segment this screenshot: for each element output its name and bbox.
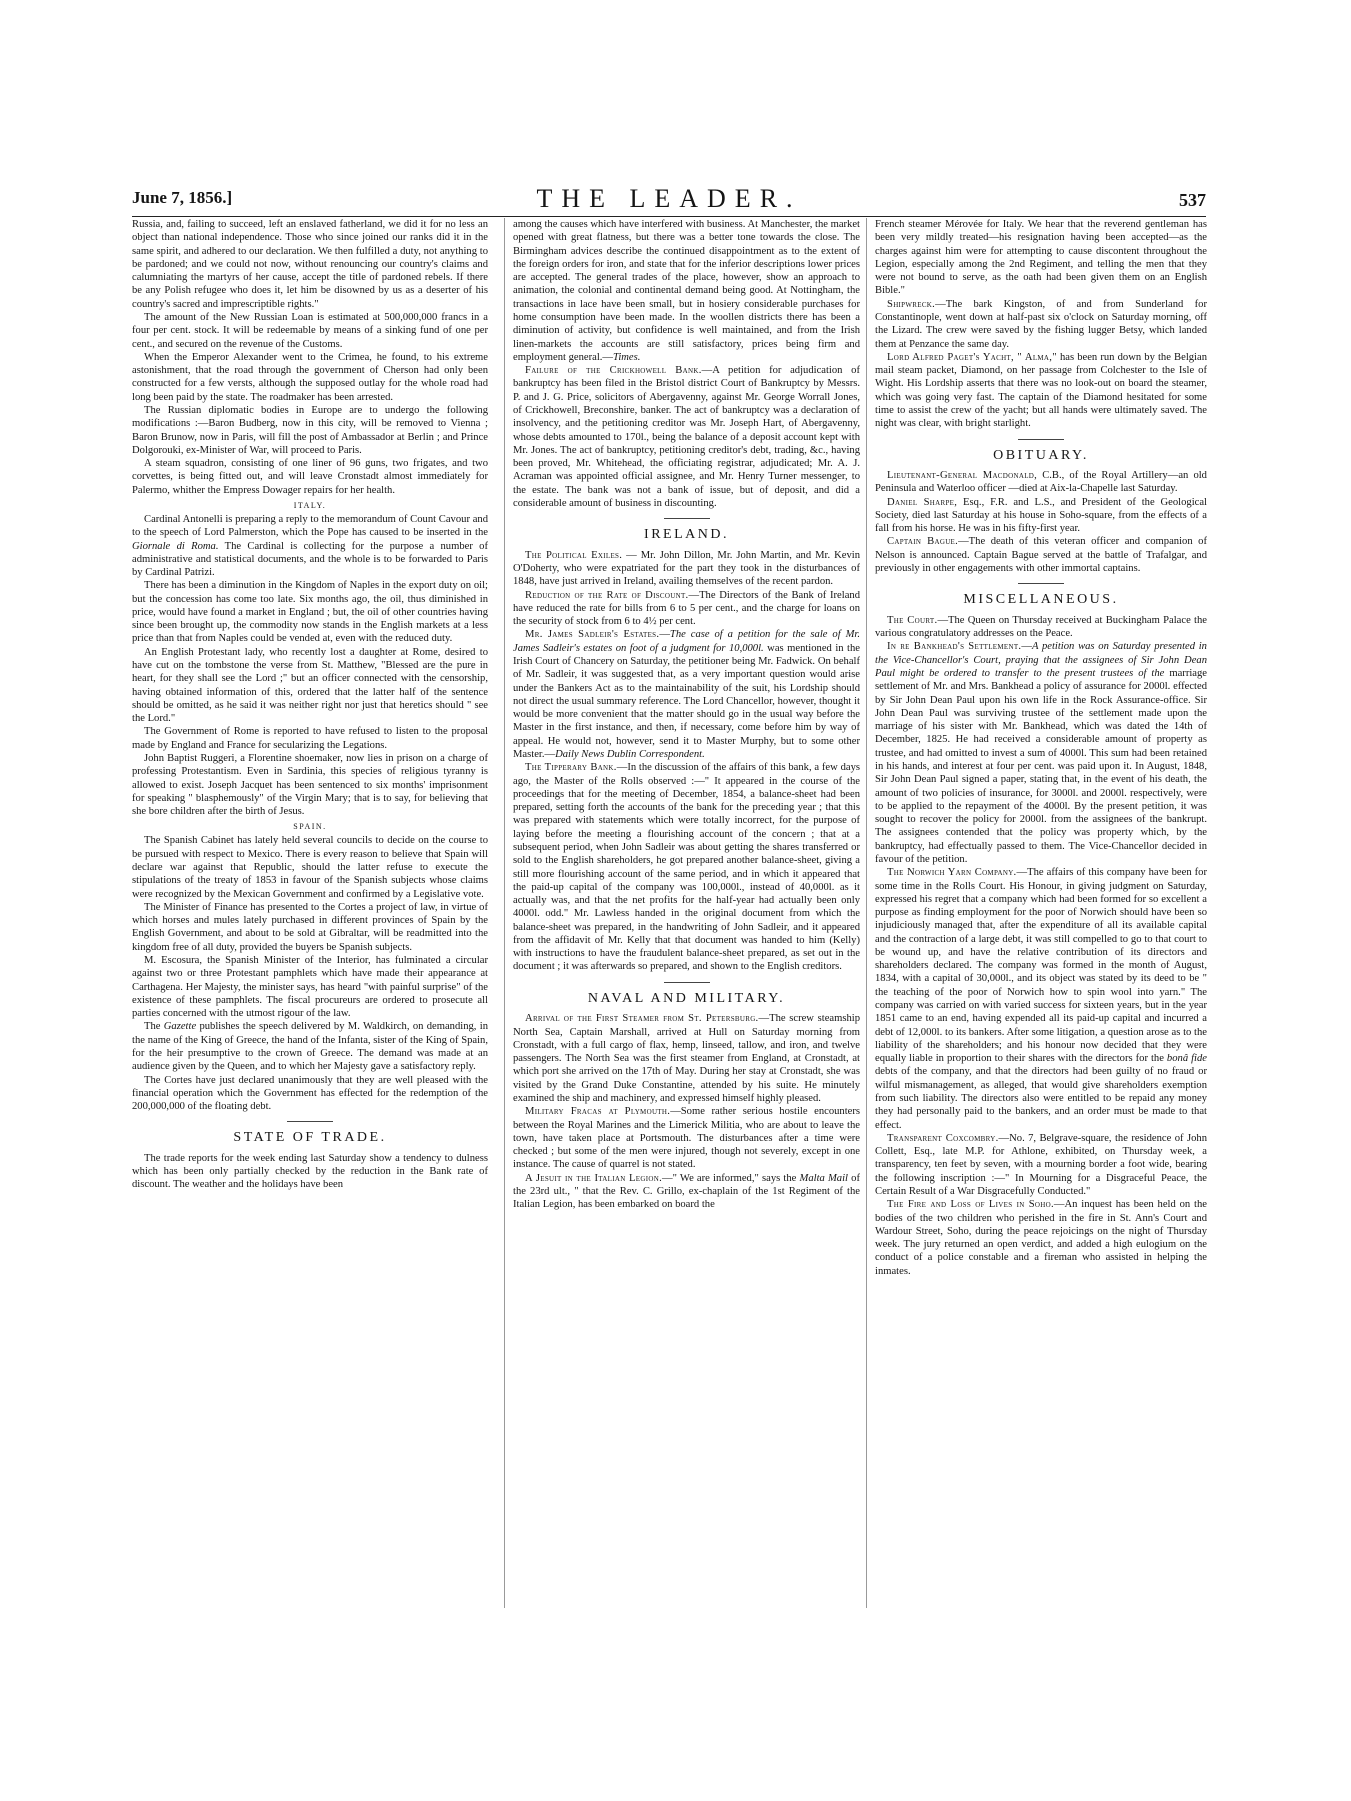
paragraph xyxy=(513,364,860,510)
item-title: Lieutenant-General Macdonald, xyxy=(887,470,1038,482)
italic-run: Malta Mail xyxy=(799,1172,848,1184)
paragraph xyxy=(513,1105,860,1171)
text-run: —The death of this veteran officer and companion of Nelson is announced. Captain Bague served at the battle of Trafalgar, and previously in other engagements with other immortal captains. xyxy=(875,536,1207,575)
text-run: —The affairs of this company have been for some time in the Rolls Court. His Honour, in giving judgment on Saturday, expressed his regret that a company which had been formed for so excellent a purpose as finding employment for the poor of Norwich should have been so injudiciously managed that, after the expenditure of all its available capital and the contraction of a large debt, it was still compelled to go to that court to be wound up, and have the relative contribution of its directors and shareholders declared. The company was formed in the month of August, 1834, with a capital of 30,000l., and its object was stated by its deed to be " the teaching of the poor of Norwich how to spin wool into yarn." The company was carried on with varied success for sixteen years, but in the year 1851 came to an end, having expended all its paid-up capital and incurred a debt of 12,000l. to its bankers. After some litigation, a question arose as to the liability of the shareholders; and his honour now decided that they were equally liable in proportion to their shares with the directors for the xyxy=(875,867,1207,1065)
item-title: Military Fracas at Plymouth. xyxy=(525,1106,671,1118)
paragraph xyxy=(875,469,1207,496)
text-run: —The Directors of the Bank of Ireland have reduced the rate for bills from 6 to 5 per cent., and the charge for loans on the security of stock from 6 to 4½ per cent. xyxy=(513,589,860,628)
paragraph: The trade reports for the week ending last Saturday show a tendency to dulness which has been only partially checked by the reduction in the Bank rate of discount. The weather and the holidays have been xyxy=(132,1152,488,1191)
paragraph xyxy=(875,614,1207,641)
paragraph: There has been a diminution in the Kingdom of Naples in the export duty on oil; but the concession has come too late. Six months ago, the oil, thus diminished in price, would have found a market in England ; but, the oil of other countries having since been brought up, the commodity now stands in the English markets at a less price than that from Naples could be vended at, even with the reduced duty. xyxy=(132,580,488,645)
subheading-spain: SPAIN. xyxy=(293,822,327,832)
section-divider xyxy=(1018,439,1064,440)
paragraph: When the Emperor Alexander went to the Crimea, he found, to his extreme astonishment, that the road through the government of Cherson had only been constructed for a few versts, although the supposed outlay for the whole road had long been paid by the state. The roadmaker has been arrested. xyxy=(132,351,488,403)
item-title: Transparent Coxcombry. xyxy=(887,1132,999,1144)
newspaper-title: THE LEADER. xyxy=(536,184,802,213)
paragraph xyxy=(513,589,860,629)
paragraph xyxy=(513,1012,860,1105)
paragraph xyxy=(513,218,860,364)
item-title: The Fire and Loss of Lives in Soho. xyxy=(887,1199,1054,1211)
paragraph xyxy=(875,1132,1207,1198)
text-run: —An inquest has been held on the bodies of the two children who perished in the fire in St. Ann's Court and Wardour Street, Soho, during the peace rejoicings on the night of Thursday week. The jury returned an open verdict, and added a high eulogium on the conduct of a police constable and a fireman who assisted in helping the inmates. xyxy=(875,1199,1207,1277)
paragraph: The Government of Rome is reported to have refused to listen to the proposal made by England and France for secularizing the Legations. xyxy=(132,726,488,751)
text-run: —The screw steamship North Sea, Captain Marshall, arrived at Hull on Saturday morning from Cronstadt, with a full cargo of flax, hemp, linseed, tallow, and iron, and twelve passengers. The North Sea was the first steamer from England, at Cronstadt, at which port she arrived on the 17th of May. During her stay at Cronstadt, she was visited by the Grand Duke Constantine, attended by his suite. He minutely examined the ship and machinery, and expressed himself highly pleased. xyxy=(513,1013,860,1104)
item-title: The Norwich Yarn Company. xyxy=(887,867,1017,879)
item-title: Failure of the Crickhowell Bank. xyxy=(525,365,702,377)
italic-run: A petition was on Saturday presented in the Vice-Chancellor's Court, praying that the assignees of Sir John Dean Paul might be ordered to transfer to the present trustees of the xyxy=(875,641,1207,679)
italic-run: Daily News Dublin Correspondent. xyxy=(555,748,705,760)
text-run: marriage settlement of Mr. and Mrs. Bankhead a policy of assurance for 2000l. effected by Sir John Dean Paul upon his own life in the Rock Assurance-office. Sir John Dean Paul was surviving trustee of the settlement made upon the marriage of his sister with Mr. Bankhead, which was dated the 14th of December, 1825. He had received a considerable amount of property as trustee, and had omitted to invest a sum of 4000l. This sum had been retained in his hands, and interest at four per cent. was paid upon it. In August, 1848, Sir John Dean Paul signed a paper, stating that, in the event of his death, the amount of two policies of insurance, for 3000l. and 2000l. respectively, were to be applied to the repayment of the 4000l. By the present petition, it was sought to recover the policy for 2000l. from the assignees of the bankrupt. The assignees contended that the policy was property which, by the bankruptcy, had effectually passed to them. The Vice-Chancellor decided in favour of the petition. xyxy=(875,668,1207,865)
text-run: Cardinal Antonelli is preparing a reply to the memorandum of Count Cavour and to the speech of Lord Palmerston, which the Pope has caused to be inserted in the xyxy=(132,513,488,539)
column-2 xyxy=(504,218,860,1608)
text-run: among the causes which have interfered with business. At Manchester, the market opened with great flatness, but there was a better tone towards the close. The Birmingham advices describe the continued disappointment as to the extent of the foreign orders for iron, and state that for the inferior descriptions lower prices are accepted. The general trades of the place, however, show an approach to animation, the colonial and continental demand being good. At Nottingham, the transactions in lace have been small, but in hosiery considerable purchases for home consumption have been made. In the woollen districts there has been a diminution of activity, but confidence is well maintained, and from the Irish linen-markets the accounts are still satisfactory, prices being firm and employment general.— xyxy=(513,219,860,363)
page-number: 537 xyxy=(1179,190,1206,210)
item-title: Mr. James Sadleir's Estates. xyxy=(525,629,660,641)
text-run: debts of the company, and that the directors had been guilty of no fraud or wilful mismanagement, as alleged, that would give shareholders exemption from such liability. The directors also were entitled to be repaid any money they had personally paid to the bankers, and an order must be made to that effect. xyxy=(875,1066,1207,1131)
text-run: The Cardinal is collecting for the purpose a number of administrative and statistical documents, and the whole is to be forwarded to Paris by Cardinal Patrizi. xyxy=(132,540,488,579)
item-title: In re Bankhead's Settlement. xyxy=(887,641,1022,653)
italic-run: The case of a petition for the sale of Mr. James Sadleir's estates on foot of a judgment for 10,000l. xyxy=(513,629,860,654)
text-run: — xyxy=(1021,641,1032,653)
text-run: C.B., of the Royal Artillery—an old Peninsula and Waterloo officer —died at Aix-la-Chapelle last Saturday. xyxy=(875,470,1207,495)
paragraph: M. Escosura, the Spanish Minister of the Interior, has fulminated a circular against two or three Protestant pamphlets which have made their appearance at Carthagena. Her Majesty, the minister says, has heard "with painful surprise" of the existence of these pamphlets. The fiscal procureurs are ordered to prosecute all parties concerned with the utmost rigour of the law. xyxy=(132,954,488,1020)
paragraph xyxy=(875,535,1207,575)
section-divider xyxy=(664,518,710,519)
text-run: The xyxy=(144,1021,164,1033)
text-run: —No. 7, Belgrave-square, the residence of John Collett, Esq., late M.P. for Athlone, exhibited, on Thursday week, a transparency, ten feet by seven, with a mourning border a foot wide, bearing the following inscription :—" In Mourning for a Disgraceful Peace, the Certain Result of a War Disgracefully Conducted." xyxy=(875,1132,1207,1197)
paragraph xyxy=(513,1172,860,1212)
paragraph: The Spanish Cabinet has lately held several councils to decide on the course to be pursued with respect to Mexico. There is every reason to believe that Spain will declare war against that Republic, should the latter refuse to execute the stipulations of the treaty of 1853 in favour of the Spanish subjects whose claims were recognized by the Mexican Government and confirmed by a Legislative vote. xyxy=(132,835,488,900)
paragraph xyxy=(513,761,860,974)
paragraph xyxy=(132,513,488,579)
text-run: —Some rather serious hostile encounters between the Royal Marines and the Limerick Militia, who are about to leave the town, have taken place at Portsmouth. The disturbances after a time were checked ; but some of the men were injured, though not severely, except in one instance. The cause of quarrel is not stated. xyxy=(513,1106,860,1171)
column-1 xyxy=(132,218,488,1608)
item-title: A Jesuit in the Italian Legion. xyxy=(525,1172,663,1184)
italic-run: bonâ fide xyxy=(1166,1053,1207,1065)
text-run: —A petition for adjudication of bankruptcy has been filed in the Bristol district Court of Bankruptcy by Messrs. P. and J. G. Price, solicitors of Abergavenny, against Mr. George Worrall Jones, of Crickhowell, Breconshire, banker. The act of bankruptcy was a declaration of insolvency, and the petitioning creditor was Mr. Joseph Hart, of Abergavenny, whose debts amounted to 170l., being the balance of a deposit account kept with Mr. Jones. The act of bankruptcy, petitioning creditor's debt, trading, &c., having been proved, Mr. Whitehead, the officiating registrar, adjudicated; Mr. A. J. Acraman was appointed official assignee, and Mr. Henry Turner messenger, to the estate. The bank was not a bank of issue, but of deposit, and did a considerable amount of business in discounting. xyxy=(513,365,860,509)
paragraph: A steam squadron, consisting of one liner of 96 guns, two frigates, and two corvettes, is being fitted out, and will leave Cronstadt almost immediately for Palermo, whither the Empress Dowager repairs for her health. xyxy=(132,458,488,496)
italic-run: Gazette xyxy=(163,1021,197,1033)
text-run: —In the discussion of the affairs of this bank, a few days ago, the Master of the Rolls observed :—" It appeared in the course of the proceedings that for the meeting of December, 1854, a balance-sheet had been prepared, setting forth the accounts of the bank for the preceding year ; that this was prepared with statements which were totally incorrect, for the purpose of laying before the meeting a flourishing account of the concern ; that at a subsequent period, when John Sadleir was about getting the shares transferred or sold to the English shareholders, he got prepared another balance-sheet, giving a still more flourishing account of the same period, and in which it appeared that the paid-up capital of the company was 100,000l., instead of 40,000l. as it actually was, and that the net profits for the half-year had actually been only 4000l. odd." Mr. Lawless handed in the original document from which the balance-sheet was prepared, in the handwriting of John Sadleir, and it appeared from the affidavit of Mr. Kelly that that document was handed to him (Kelly) with instructions to have the fraudulent balance-sheet prepared, as set out in the document ; it was afterwards so prepared, and shown to the English creditors. xyxy=(513,762,860,973)
column-3 xyxy=(866,218,1207,1608)
text-run: publishes the speech delivered by M. Waldkirch, on demanding, in the name of the King of Greece, the hand of the Infanta, sister of the King of Spain, for the heir presumptive to the crown of Greece. The demand was made at an audience given by the Queen, and to which her Majesty gave a satisfactory reply. xyxy=(132,1021,488,1073)
text-run: has been run down by the Belgian mail steam packet, Diamond, on her passage from Colchester to the Isle of Wight. His Lordship asserts that there was no look-out on board the steamer, which was going very fast. The captain of the Diamond hesitated for some time to assist the crew of the yacht; but all hands were ultimately saved. The night was clear, with bright starlight. xyxy=(875,351,1207,430)
section-heading-miscellaneous: MISCELLANEOUS. xyxy=(963,592,1119,608)
item-title: Shipwreck. xyxy=(887,298,936,310)
text-run: —The bark Kingston, of and from Sunderland for Constantinople, went down at half-past six o'clock on Saturday morning, off the Lizard. The crew were saved by the fishing lugger Betsy, which landed them at Penzance the same day. xyxy=(875,298,1207,350)
paragraph xyxy=(875,1198,1207,1278)
section-divider xyxy=(287,1121,333,1122)
section-divider xyxy=(1018,583,1064,584)
paragraph xyxy=(875,866,1207,1132)
paragraph: Russia, and, failing to succeed, left an enslaved fatherland, we did it for no less an object than national independence. Those who since joined our ranks did it in the same spirit, and adhered to our declaration. We then fulfilled a duty, not anything to be pardoned; and we could not now, without renouncing our country's claims and calumniating the martyrs of her cause, accept the title of pardoned rebels. If there be any Polish refugee who does it, let him be disowned by us as a deserter of his country's sacred and imprescriptible rights." xyxy=(132,219,488,310)
item-title: The Tipperary Bank. xyxy=(525,762,617,774)
item-title: Captain Bague. xyxy=(887,536,959,548)
text-run: — Mr. John Dillon, Mr. John Martin, and Mr. Kevin O'Doherty, who were expatriated for the part they took in the disturbances of 1848, have just arrived in Ireland, availing themselves of the recent pardon. xyxy=(513,549,860,588)
paragraph: An English Protestant lady, who recently lost a daughter at Rome, desired to have cut on the tombstone the verse from St. Matthew, "Blessed are the pure in heart, for they shall see the Lord ;" but an officer connected with the censorship, having obtained information of this, ordered that the latter half of the sentence should be omitted, as he said it was neither right nor just that heretics should " see the Lord." xyxy=(132,646,488,725)
item-title: Reduction of the Rate of Discount. xyxy=(525,589,689,601)
section-divider xyxy=(664,982,710,983)
paragraph: French steamer Mérovée for Italy. We hear that the reverend gentleman has been very mildly treated—his resignation having been accepted—as the charges against him were for attempting to cause discontent throughout the Legion, especially among the 2nd Regiment, and telling the men that they were not bound to serve, as the oath had been given them on an English Bible." xyxy=(875,219,1207,297)
text-run: —The Queen on Thursday received at Buckingham Palace the various congratulatory addresses on the Peace. xyxy=(875,614,1207,640)
paragraph xyxy=(875,351,1207,431)
text-run: of the 23rd ult., " that the Rev. C. Grillo, ex-chaplain of the 1st Regiment of the Italian Legion, has been embarked on board the xyxy=(513,1172,860,1211)
section-heading-naval: NAVAL AND MILITARY. xyxy=(587,990,786,1006)
text-run: Esq., F.R. and L.S., and President of the Geological Society, died last Saturday at his house in Soho-square, from the effects of a fall from his horse. He was in his fifty-first year. xyxy=(875,496,1207,535)
paragraph xyxy=(875,298,1207,351)
text-run: — xyxy=(659,629,670,641)
section-heading-trade: STATE OF TRADE. xyxy=(233,1130,387,1146)
item-title: Arrival of the First Steamer from St. Petersburg. xyxy=(525,1013,759,1025)
section-heading-obituary: OBITUARY. xyxy=(993,447,1089,463)
paragraph xyxy=(132,1020,488,1073)
text-run: was mentioned in the Irish Court of Chancery on Saturday, the petitioner being Mr. Fadwick. On behalf of Mr. Sadleir, it was suggested that, as a very important question would arise under the Bankers Act as to the maintainability of the suit, his Lordship should not direct the usual summary reference. The Lord Chancellor, however, thought it would be more convenient that the matter should go in the usual way before the Master in the first instance, and then, if necessary, come before him by way of appeal. He would not, however, send it to Master Murphy, but to some other Master.— xyxy=(513,642,860,760)
paragraph: The amount of the New Russian Loan is estimated at 500,000,000 francs in a four per cent. stock. It will be redeemable by means of a sinking fund of one per cent., and secured on the revenue of the Customs. xyxy=(132,311,488,350)
item-title: Lord Alfred Paget's Yacht, " Alma," xyxy=(887,351,1057,363)
paragraph xyxy=(875,496,1207,536)
paragraph: John Baptist Ruggeri, a Florentine shoemaker, now lies in prison on a charge of professing Protestantism. Even in Sardinia, this species of religious tyranny is allowed to exist. Joseph Jacquet has been sentenced to six months' imprisonment for speaking " blasphemously" of the Virgin Mary; that is to say, for believing that she bore children after the birth of Jesus. xyxy=(132,753,488,818)
italic-run: Times. xyxy=(613,351,641,363)
italic-run: Giornale di Roma. xyxy=(132,540,219,552)
paragraph xyxy=(875,640,1207,866)
issue-date: June 7, 1856.] xyxy=(132,188,233,207)
paragraph xyxy=(513,549,860,589)
text-run: —" We are informed," says the xyxy=(662,1172,800,1184)
paragraph: The Minister of Finance has presented to the Cortes a project of law, in virtue of which horses and mules lately purchased in different provinces of Spain by the English Government, and about to be sold at Gibraltar, will be readmitted into the kingdom free of all duty, provided the buyers be Spanish subjects. xyxy=(132,901,488,953)
paragraph: The Cortes have just declared unanimously that they are well pleased with the financial operation which the Government has effected for the redemption of the 200,000,000 of the floating debt. xyxy=(132,1074,488,1113)
section-heading-ireland: IRELAND. xyxy=(644,527,729,543)
paragraph: The Russian diplomatic bodies in Europe are to undergo the following modifications :—Baron Budberg, now in this city, will be removed to Vienna ; Baron Brunow, now in Paris, will fill the post of Ambassador at Berlin ; and Prince Dolgorouki, ex-Minister of War, will proceed to Paris. xyxy=(132,404,488,456)
item-title: Daniel Sharpe, xyxy=(887,496,958,508)
item-title: The Political Exiles. xyxy=(525,549,623,561)
masthead xyxy=(132,186,1206,217)
item-title: The Court. xyxy=(887,614,938,626)
subheading-italy: ITALY. xyxy=(293,500,327,510)
paragraph xyxy=(513,628,860,761)
